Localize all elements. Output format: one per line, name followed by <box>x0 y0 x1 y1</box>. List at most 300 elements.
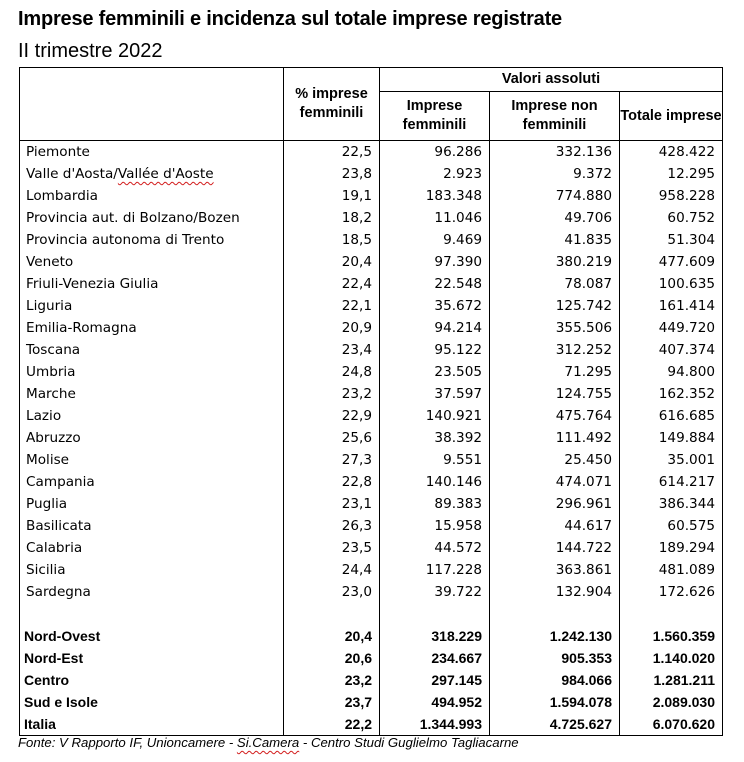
pct-female-cell <box>284 713 380 736</box>
female-count-cell-text: 15.958 <box>434 518 482 534</box>
pct-female-cell-text: 23,8 <box>341 166 372 182</box>
female-count-cell-text: 35.672 <box>434 298 482 314</box>
female-count-cell <box>380 185 490 207</box>
region-name-text: Nord-Est <box>24 650 84 666</box>
spacer-cell <box>20 603 284 625</box>
female-count-cell <box>380 647 490 669</box>
table-row <box>20 537 723 559</box>
total-count-cell <box>620 581 723 603</box>
nonfemale-count-cell <box>490 559 620 581</box>
female-count-cell <box>380 295 490 317</box>
total-count-cell <box>620 471 723 493</box>
total-count-cell <box>620 537 723 559</box>
total-count-cell-text: 12.295 <box>667 166 715 182</box>
pct-female-cell-text: 20,9 <box>341 320 372 336</box>
header-total: Totale imprese <box>620 92 723 141</box>
total-count-cell-text: 149.884 <box>658 430 715 446</box>
table-row <box>20 185 723 207</box>
region-name <box>20 383 284 405</box>
pct-female-cell <box>284 471 380 493</box>
table-row <box>20 339 723 361</box>
table-row <box>20 229 723 251</box>
female-count-cell <box>380 427 490 449</box>
pct-female-cell <box>284 647 380 669</box>
pct-female-cell <box>284 361 380 383</box>
female-count-cell-text: 1.344.993 <box>419 716 482 732</box>
nonfemale-count-cell-text: 49.706 <box>564 210 612 226</box>
spacer-cell <box>284 603 380 625</box>
total-count-cell <box>620 207 723 229</box>
nonfemale-count-cell <box>490 669 620 691</box>
table-row <box>20 163 723 185</box>
nonfemale-count-cell <box>490 691 620 713</box>
nonfemale-count-cell <box>490 427 620 449</box>
pct-female-cell <box>284 273 380 295</box>
total-count-cell <box>620 559 723 581</box>
region-name-text: Centro <box>24 672 70 688</box>
nonfemale-count-cell <box>490 493 620 515</box>
nonfemale-count-cell <box>490 207 620 229</box>
pct-female-cell <box>284 691 380 713</box>
nonfemale-count-cell <box>490 471 620 493</box>
region-name <box>20 471 284 493</box>
female-count-cell <box>380 207 490 229</box>
total-count-cell <box>620 713 723 736</box>
table-row <box>20 251 723 273</box>
total-count-cell <box>620 405 723 427</box>
region-name-text: Piemonte <box>26 144 90 160</box>
female-count-cell-text: 2.923 <box>443 166 482 182</box>
nonfemale-count-cell-text: 124.755 <box>555 386 612 402</box>
pct-female-cell-text: 23,0 <box>341 584 372 600</box>
table-row <box>20 361 723 383</box>
female-count-cell <box>380 141 490 164</box>
pct-female-cell <box>284 625 380 647</box>
total-count-cell <box>620 383 723 405</box>
nonfemale-count-cell <box>490 339 620 361</box>
region-name-text: Toscana <box>26 342 81 358</box>
nonfemale-count-cell <box>490 625 620 647</box>
pct-female-cell <box>284 185 380 207</box>
nonfemale-count-cell-text: 774.880 <box>555 188 612 204</box>
female-count-cell <box>380 449 490 471</box>
region-name <box>20 449 284 471</box>
total-count-cell-text: 60.575 <box>667 518 715 534</box>
total-count-cell <box>620 449 723 471</box>
spacer-cell <box>380 603 490 625</box>
female-count-cell <box>380 713 490 736</box>
total-count-cell <box>620 185 723 207</box>
nonfemale-count-cell-text: 125.742 <box>555 298 612 314</box>
female-count-cell <box>380 625 490 647</box>
pct-female-cell-text: 22,4 <box>341 276 372 292</box>
header-nonfemale: Imprese non femminili <box>490 92 620 141</box>
total-count-cell <box>620 273 723 295</box>
region-name <box>20 515 284 537</box>
pct-female-cell <box>284 405 380 427</box>
nonfemale-count-cell-text: 363.861 <box>555 562 612 578</box>
female-count-cell-text: 39.722 <box>434 584 482 600</box>
pct-female-cell-text: 23,2 <box>341 386 372 402</box>
table-row <box>20 317 723 339</box>
header-female: Imprese femminili <box>380 92 490 141</box>
nonfemale-count-cell <box>490 317 620 339</box>
total-count-cell <box>620 691 723 713</box>
region-name-text: Basilicata <box>26 518 92 534</box>
total-count-cell <box>620 625 723 647</box>
region-name-text: Emilia-Romagna <box>26 320 137 336</box>
region-name <box>20 493 284 515</box>
nonfemale-count-cell-text: 41.835 <box>564 232 612 248</box>
region-name-text: Marche <box>26 386 76 402</box>
nonfemale-count-cell-text: 474.071 <box>555 474 612 490</box>
total-count-cell-text: 189.294 <box>658 540 715 556</box>
header-absolute-values: Valori assoluti <box>380 68 723 92</box>
total-count-cell <box>620 141 723 164</box>
pct-female-cell <box>284 251 380 273</box>
region-name <box>20 427 284 449</box>
nonfemale-count-cell-text: 1.242.130 <box>549 628 612 644</box>
nonfemale-count-cell <box>490 383 620 405</box>
table-title: Imprese femminili e incidenza sul totale imprese registrate <box>18 8 562 30</box>
nonfemale-count-cell-text: 332.136 <box>555 144 612 160</box>
nonfemale-count-cell <box>490 273 620 295</box>
female-count-cell-text: 97.390 <box>434 254 482 270</box>
table-row <box>20 427 723 449</box>
region-name-text: Puglia <box>26 496 68 512</box>
pct-female-cell <box>284 427 380 449</box>
pct-female-cell <box>284 559 380 581</box>
table-row <box>20 559 723 581</box>
pct-female-cell-text: 22,9 <box>341 408 372 424</box>
region-name <box>20 185 284 207</box>
table-body <box>20 141 723 736</box>
table-row <box>20 273 723 295</box>
female-count-cell-text: 37.597 <box>434 386 482 402</box>
pct-female-cell <box>284 383 380 405</box>
aggregate-row <box>20 691 723 713</box>
region-name-text: Veneto <box>26 254 74 270</box>
spacer-cell <box>490 603 620 625</box>
nonfemale-count-cell <box>490 537 620 559</box>
data-table <box>19 67 723 736</box>
female-count-cell-text: 140.146 <box>425 474 482 490</box>
pct-female-cell <box>284 537 380 559</box>
female-count-cell <box>380 361 490 383</box>
total-count-cell <box>620 317 723 339</box>
region-name-text: Provincia autonoma di Trento <box>26 232 225 248</box>
table-row <box>20 581 723 603</box>
total-count-cell-text: 162.352 <box>658 386 715 402</box>
source-footer: Fonte: V Rapporto IF, Unioncamere - Si.Camera - Centro Studi Guglielmo Tagliacarne <box>18 735 519 750</box>
total-count-cell <box>620 163 723 185</box>
aggregate-row <box>20 713 723 736</box>
total-count-cell <box>620 427 723 449</box>
region-name-text: Nord-Ovest <box>24 628 101 644</box>
female-count-cell <box>380 251 490 273</box>
pct-female-cell-text: 22,8 <box>341 474 372 490</box>
region-name <box>20 339 284 361</box>
female-count-cell <box>380 339 490 361</box>
nonfemale-count-cell <box>490 185 620 207</box>
total-count-cell-text: 449.720 <box>658 320 715 336</box>
nonfemale-count-cell <box>490 163 620 185</box>
nonfemale-count-cell <box>490 361 620 383</box>
female-count-cell <box>380 691 490 713</box>
female-count-cell-text: 318.229 <box>431 628 482 644</box>
nonfemale-count-cell <box>490 647 620 669</box>
female-count-cell-text: 11.046 <box>434 210 482 226</box>
region-name <box>20 537 284 559</box>
female-count-cell-text: 117.228 <box>425 562 482 578</box>
total-count-cell <box>620 251 723 273</box>
region-name-text: Sicilia <box>26 562 66 578</box>
female-count-cell <box>380 537 490 559</box>
region-name <box>20 361 284 383</box>
total-count-cell <box>620 493 723 515</box>
region-name <box>20 295 284 317</box>
pct-female-cell-text: 20,4 <box>341 254 372 270</box>
total-count-cell-text: 1.140.020 <box>652 650 715 666</box>
total-count-cell-text: 6.070.620 <box>652 716 715 732</box>
pct-female-cell-text: 23,5 <box>341 540 372 556</box>
female-count-cell <box>380 229 490 251</box>
nonfemale-count-cell <box>490 581 620 603</box>
total-count-cell-text: 1.281.211 <box>653 672 715 688</box>
region-name <box>20 669 284 691</box>
female-count-cell <box>380 471 490 493</box>
region-name-text: Liguria <box>26 298 73 314</box>
region-name-text: Italia <box>24 716 56 732</box>
female-count-cell <box>380 273 490 295</box>
pct-female-cell-text: 22,2 <box>344 716 372 732</box>
region-name <box>20 317 284 339</box>
female-count-cell-text: 23.505 <box>434 364 482 380</box>
female-count-cell-text: 94.214 <box>434 320 482 336</box>
region-name <box>20 691 284 713</box>
region-name-text: Abruzzo <box>26 430 81 446</box>
region-name-text: Sud e Isole <box>24 694 98 710</box>
pct-female-cell-text: 26,3 <box>341 518 372 534</box>
female-count-cell-text: 89.383 <box>434 496 482 512</box>
nonfemale-count-cell <box>490 713 620 736</box>
region-name <box>20 229 284 251</box>
total-count-cell-text: 407.374 <box>658 342 715 358</box>
nonfemale-count-cell-text: 44.617 <box>564 518 612 534</box>
region-name-text: Calabria <box>26 540 83 556</box>
female-count-cell-text: 494.952 <box>431 694 482 710</box>
pct-female-cell <box>284 141 380 164</box>
table-row <box>20 141 723 164</box>
pct-female-cell-text: 18,2 <box>341 210 372 226</box>
total-count-cell-text: 616.685 <box>658 408 715 424</box>
total-count-cell-text: 614.217 <box>658 474 715 490</box>
nonfemale-count-cell <box>490 141 620 164</box>
total-count-cell-text: 172.626 <box>658 584 715 600</box>
pct-female-cell-text: 23,1 <box>341 496 372 512</box>
region-name-text: Valle d'Aosta/Vallée d'Aoste <box>26 166 214 182</box>
total-count-cell <box>620 515 723 537</box>
total-count-cell <box>620 361 723 383</box>
nonfemale-count-cell <box>490 229 620 251</box>
nonfemale-count-cell-text: 905.353 <box>561 650 612 666</box>
female-count-cell <box>380 493 490 515</box>
region-name-text: Friuli-Venezia Giulia <box>26 276 159 292</box>
female-count-cell-text: 22.548 <box>434 276 482 292</box>
nonfemale-count-cell-text: 1.594.078 <box>549 694 612 710</box>
region-name <box>20 647 284 669</box>
total-count-cell-text: 958.228 <box>658 188 715 204</box>
region-name <box>20 251 284 273</box>
nonfemale-count-cell-text: 71.295 <box>564 364 612 380</box>
total-count-cell-text: 94.800 <box>667 364 715 380</box>
total-count-cell-text: 1.560.359 <box>652 628 715 644</box>
female-count-cell-text: 9.469 <box>443 232 482 248</box>
nonfemale-count-cell-text: 475.764 <box>555 408 612 424</box>
pct-female-cell-text: 22,1 <box>341 298 372 314</box>
nonfemale-count-cell-text: 9.372 <box>573 166 612 182</box>
female-count-cell <box>380 559 490 581</box>
pct-female-cell-text: 23,2 <box>344 672 372 688</box>
region-name-text: Sardegna <box>26 584 91 600</box>
total-count-cell <box>620 669 723 691</box>
pct-female-cell <box>284 493 380 515</box>
nonfemale-count-cell-text: 355.506 <box>555 320 612 336</box>
total-count-cell-text: 35.001 <box>667 452 715 468</box>
table-row <box>20 207 723 229</box>
nonfemale-count-cell-text: 144.722 <box>555 540 612 556</box>
pct-female-cell-text: 27,3 <box>341 452 372 468</box>
pct-female-cell <box>284 515 380 537</box>
nonfemale-count-cell <box>490 405 620 427</box>
total-count-cell <box>620 339 723 361</box>
pct-female-cell-text: 22,5 <box>341 144 372 160</box>
header-pct-female: % imprese femminili <box>284 68 380 141</box>
nonfemale-count-cell-text: 78.087 <box>564 276 612 292</box>
pct-female-cell <box>284 317 380 339</box>
female-count-cell <box>380 163 490 185</box>
table-row <box>20 295 723 317</box>
nonfemale-count-cell-text: 312.252 <box>555 342 612 358</box>
total-count-cell-text: 161.414 <box>658 298 715 314</box>
region-name <box>20 405 284 427</box>
header-region <box>20 68 284 141</box>
female-count-cell-text: 234.667 <box>431 650 482 666</box>
pct-female-cell <box>284 449 380 471</box>
nonfemale-count-cell <box>490 515 620 537</box>
female-count-cell <box>380 383 490 405</box>
pct-female-cell <box>284 295 380 317</box>
pct-female-cell-text: 24,4 <box>341 562 372 578</box>
pct-female-cell <box>284 207 380 229</box>
region-name <box>20 625 284 647</box>
total-count-cell-text: 428.422 <box>658 144 715 160</box>
pct-female-cell-text: 20,4 <box>344 628 372 644</box>
pct-female-cell-text: 24,8 <box>341 364 372 380</box>
female-count-cell <box>380 669 490 691</box>
female-count-cell-text: 96.286 <box>434 144 482 160</box>
female-count-cell-text: 95.122 <box>434 342 482 358</box>
female-count-cell-text: 9.551 <box>443 452 482 468</box>
pct-female-cell <box>284 581 380 603</box>
pct-female-cell <box>284 163 380 185</box>
nonfemale-count-cell-text: 4.725.627 <box>549 716 612 732</box>
pct-female-cell-text: 25,6 <box>341 430 372 446</box>
total-count-cell <box>620 295 723 317</box>
region-name <box>20 581 284 603</box>
table-row <box>20 471 723 493</box>
female-count-cell <box>380 581 490 603</box>
region-name <box>20 273 284 295</box>
region-name-text: Provincia aut. di Bolzano/Bozen <box>26 210 240 226</box>
nonfemale-count-cell-text: 111.492 <box>555 430 612 446</box>
total-count-cell-text: 100.635 <box>658 276 715 292</box>
total-count-cell-text: 386.344 <box>658 496 715 512</box>
pct-female-cell-text: 18,5 <box>341 232 372 248</box>
nonfemale-count-cell-text: 984.066 <box>561 672 612 688</box>
region-name-text: Lazio <box>26 408 62 424</box>
nonfemale-count-cell-text: 132.904 <box>555 584 612 600</box>
pct-female-cell-text: 23,7 <box>344 694 372 710</box>
total-count-cell-text: 477.609 <box>658 254 715 270</box>
total-count-cell <box>620 647 723 669</box>
female-count-cell-text: 38.392 <box>434 430 482 446</box>
pct-female-cell-text: 23,4 <box>341 342 372 358</box>
female-count-cell-text: 297.145 <box>431 672 482 688</box>
region-name <box>20 713 284 736</box>
aggregate-row <box>20 669 723 691</box>
nonfemale-count-cell-text: 25.450 <box>564 452 612 468</box>
female-count-cell <box>380 405 490 427</box>
nonfemale-count-cell-text: 380.219 <box>555 254 612 270</box>
spacer-cell <box>620 603 723 625</box>
table-subtitle: II trimestre 2022 <box>18 40 163 62</box>
table-row <box>20 383 723 405</box>
pct-female-cell-text: 19,1 <box>341 188 372 204</box>
female-count-cell-text: 44.572 <box>434 540 482 556</box>
female-count-cell <box>380 515 490 537</box>
aggregate-row <box>20 647 723 669</box>
region-name-text: Molise <box>26 452 70 468</box>
total-count-cell-text: 2.089.030 <box>652 694 715 710</box>
aggregate-row <box>20 625 723 647</box>
region-name <box>20 163 284 185</box>
pct-female-cell <box>284 339 380 361</box>
region-name <box>20 141 284 164</box>
region-name-text: Campania <box>26 474 95 490</box>
region-name <box>20 207 284 229</box>
total-count-cell-text: 481.089 <box>658 562 715 578</box>
table-row <box>20 405 723 427</box>
pct-female-cell <box>284 669 380 691</box>
table-row <box>20 515 723 537</box>
pct-female-cell-text: 20,6 <box>344 650 372 666</box>
female-count-cell-text: 140.921 <box>425 408 482 424</box>
female-count-cell-text: 183.348 <box>425 188 482 204</box>
table-row <box>20 493 723 515</box>
total-count-cell-text: 60.752 <box>667 210 715 226</box>
nonfemale-count-cell-text: 296.961 <box>555 496 612 512</box>
female-count-cell <box>380 317 490 339</box>
nonfemale-count-cell <box>490 449 620 471</box>
spacer-row <box>20 603 723 625</box>
table-row <box>20 449 723 471</box>
region-name-text: Lombardia <box>26 188 98 204</box>
total-count-cell <box>620 229 723 251</box>
nonfemale-count-cell <box>490 295 620 317</box>
region-name-text: Umbria <box>26 364 76 380</box>
region-name <box>20 559 284 581</box>
